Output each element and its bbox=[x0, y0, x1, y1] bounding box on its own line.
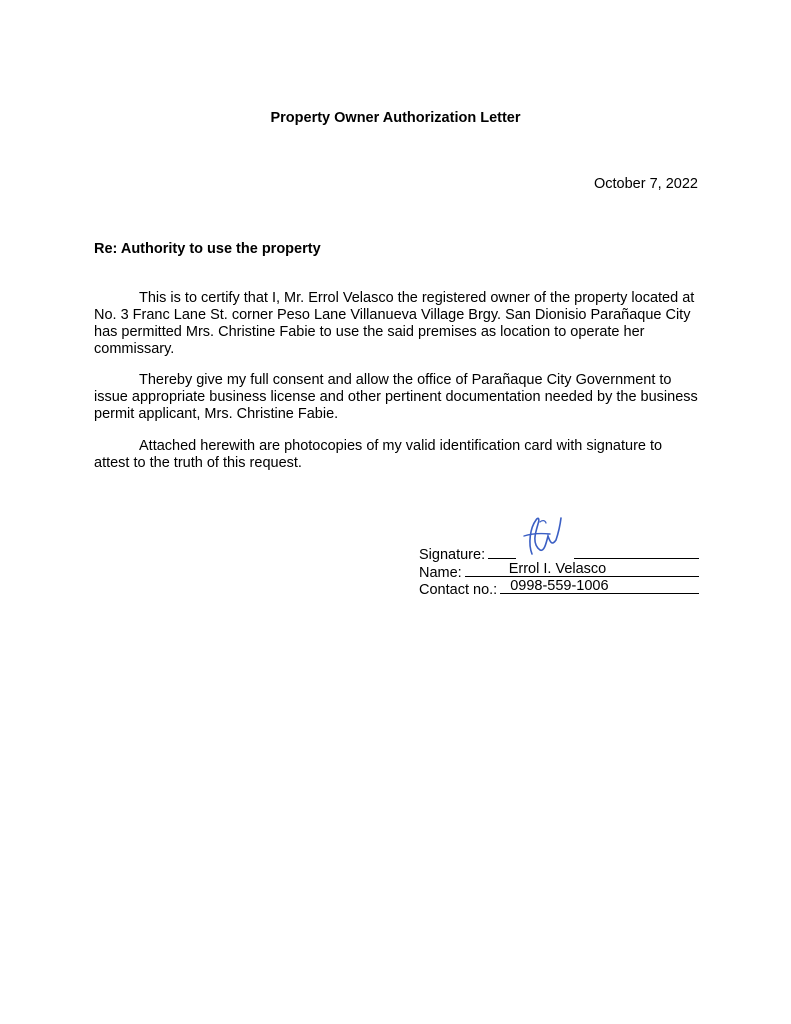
paragraph-consent: Thereby give my full consent and allow the office of Parañaque City Government to issue appropriate business license and other pertinent documentation needed by the business permit applicant, Mrs. Christine Fabie. bbox=[94, 372, 698, 422]
name-label: Name: bbox=[419, 565, 462, 581]
subject-line: Re: Authority to use the property bbox=[94, 241, 321, 257]
name-line bbox=[465, 562, 699, 577]
signature-line bbox=[488, 545, 699, 559]
name-row bbox=[419, 562, 699, 579]
letter-date: October 7, 2022 bbox=[594, 176, 698, 192]
signature-row bbox=[419, 545, 699, 562]
signature-block bbox=[419, 545, 699, 596]
signature-label: Signature: bbox=[419, 547, 486, 563]
contact-row bbox=[419, 579, 699, 596]
paragraph-certification: This is to certify that I, Mr. Errol Velasco the registered owner of the property located at No. 3 Franc Lane St. corner Peso Lane Villanueva Village Brgy. San Dionisio Parañaque City has permitted Mrs. Christine Fabie to use the said premises as location to operate her commissary. bbox=[94, 290, 695, 357]
letter-title: Property Owner Authorization Letter bbox=[270, 110, 521, 126]
paragraph-attachments: Attached herewith are photocopies of my valid identification card with signature to attest to the truth of this request. bbox=[94, 438, 663, 471]
name-value: Errol I. Velasco bbox=[508, 561, 607, 577]
contact-label: Contact no.: bbox=[419, 582, 498, 598]
contact-value: 0998-559-1006 bbox=[510, 578, 609, 594]
contact-line bbox=[500, 579, 699, 594]
